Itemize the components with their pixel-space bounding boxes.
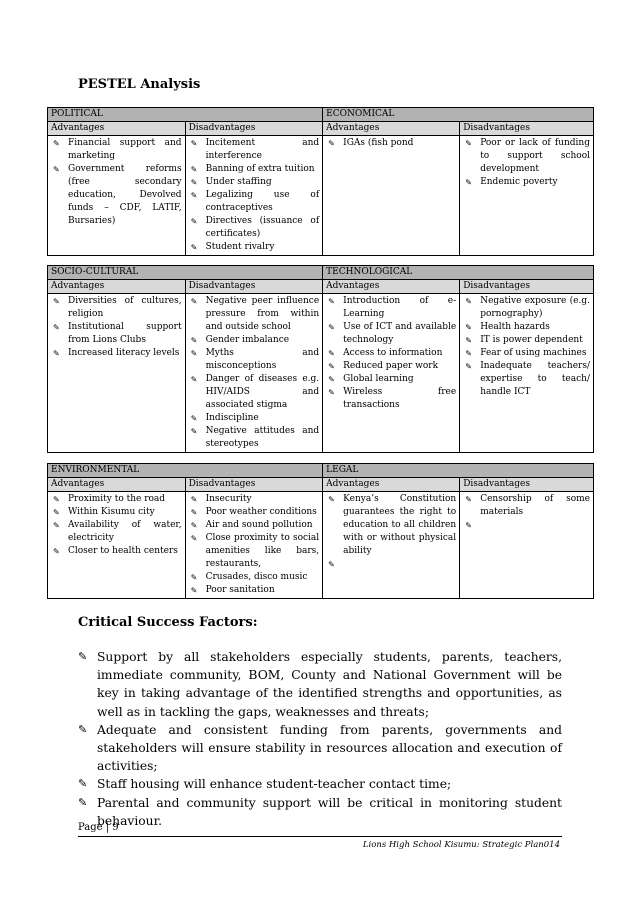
footer-divider [78,836,562,837]
list-item-text: Negative exposure (e.g. pornography) [480,296,590,319]
list-item [51,163,182,228]
pestel-table-environmental-legal [47,463,594,599]
list-item-text: Student rivalry [205,242,275,252]
list-item [51,506,182,519]
cell-list [189,493,320,597]
pencil-bullet-icon: ✎ [190,573,198,582]
list-item [51,321,182,347]
disadvantages-header: Disadvantages [460,478,594,492]
pencil-bullet-icon: ✎ [190,178,198,187]
list-item-text: Closer to health centers [68,546,178,556]
advantages-header: Advantages [323,122,460,136]
list-item [189,373,320,412]
list-item-text: Reduced paper work [343,361,439,371]
advantages-header: Advantages [323,478,460,492]
pencil-bullet-icon: ✎ [465,178,472,187]
pencil-bullet-icon: ✎ [328,349,335,358]
pencil-bullet-icon: ✎ [190,165,198,174]
list-item-text: Kenya’s Constitution guarantees the right to education to all children with or without physical ability [343,494,457,556]
pencil-bullet-icon: ✎ [190,191,198,200]
pencil-bullet-icon: ✎ [190,508,198,517]
list-item-text: Access to information [343,348,443,358]
page-number: Page | 9 [78,822,119,833]
document-title: Lions High School Kisumu: Strategic Plan014 [362,840,560,850]
list-item-text: Government reforms (free secondary education, Devolved funds – CDF, LATIF, Bursaries) [68,164,182,226]
list-item [189,493,320,506]
list-item [189,163,320,176]
left-disadvantages-cell [185,492,323,599]
pencil-bullet-icon: ✎ [78,795,88,809]
list-item [326,373,456,386]
list-item [189,189,320,215]
advantages-header: Advantages [323,280,460,294]
disadvantages-header: Disadvantages [185,280,323,294]
pencil-bullet-icon: ✎ [53,323,60,332]
cell-list [51,493,182,558]
right-disadvantages-cell [460,294,594,453]
page-title: PESTEL Analysis [78,77,201,92]
disadvantages-header: Disadvantages [185,122,323,136]
pencil-bullet-icon: ✎ [465,362,472,371]
list-item-text: Danger of diseases e.g. HIV/AIDS and associated stigma [205,374,320,410]
list-item [189,571,320,584]
list-item-text: Banning of extra tuition [205,164,315,174]
csf-item [78,648,562,721]
list-item [463,334,590,347]
list-item-text: Proximity to the road [68,494,166,504]
advantages-header: Advantages [48,280,186,294]
list-item [463,176,590,189]
list-item [326,137,456,150]
left-advantages-cell [48,492,186,599]
list-item [326,295,456,321]
pencil-bullet-icon: ✎ [190,521,198,530]
pencil-bullet-icon: ✎ [465,323,472,332]
list-item-text: Institutional support from Lions Clubs [68,322,182,345]
pencil-bullet-icon: ✎ [53,547,60,556]
pencil-bullet-icon: ✎ [328,388,335,397]
left-disadvantages-cell [185,294,323,453]
list-item-text: Air and sound pollution [205,520,313,530]
list-item-text: Censorship of some materials [480,494,590,517]
list-item-text: Indiscipline [205,413,259,423]
pencil-bullet-icon: ✎ [53,508,60,517]
list-item [189,425,320,451]
list-item [189,137,320,163]
pencil-bullet-icon: ✎ [190,375,198,384]
csf-item-text: Parental and community support will be critical in monitoring student behaviour. [97,795,562,828]
list-item-text: Crusades, disco music [205,572,308,582]
list-item-text: Fear of using machines [480,348,587,358]
list-item [189,241,320,254]
pestel-table-political-economical [47,107,594,256]
list-item-text: Introduction of e-Learning [343,296,457,319]
list-item-text: Poor weather conditions [205,507,317,517]
pencil-bullet-icon: ✎ [465,297,472,306]
pencil-bullet-icon: ✎ [328,375,335,384]
pencil-bullet-icon: ✎ [190,217,198,226]
csf-item-text: Support by all stakeholders especially students, parents, teachers, immediate community, BOM, County and National Government will be key in taking advantage of the identified strengths and opportunities, as well as in tackling the gaps, weaknesses and threats; [97,650,562,719]
list-item-text: IT is power dependent [480,335,583,345]
list-item [189,412,320,425]
csf-item-text: Staff housing will enhance student-teacher contact time; [97,777,452,792]
cell-list [326,137,456,150]
cell-list [463,295,590,399]
list-item [326,493,456,558]
list-item-text: Myths and misconceptions [205,348,320,371]
category-right: ECONOMICAL [323,108,594,122]
pencil-bullet-icon: ✎ [465,139,472,148]
advantages-header: Advantages [48,478,186,492]
advantages-header: Advantages [48,122,186,136]
pencil-bullet-icon: ✎ [328,362,335,371]
list-item-text: Health hazards [480,322,550,332]
list-item-text: Directives (issuance of certificates) [205,216,320,239]
category-left: POLITICAL [48,108,323,122]
list-item [326,321,456,347]
list-item [463,295,590,321]
csf-item-text: Adequate and consistent funding from parents, governments and stakeholders will ensure stability in resources allocation and execution of activities; [97,722,562,774]
pencil-bullet-icon: ✎ [328,297,335,306]
pencil-bullet-icon: ✎ [328,139,335,148]
disadvantages-header: Disadvantages [460,280,594,294]
pestel-table-socio-technological [47,265,594,453]
list-item [51,545,182,558]
disadvantages-header: Disadvantages [185,478,323,492]
list-item [463,360,590,399]
list-item-text: IGAs (fish pond [343,138,414,148]
csf-title: Critical Success Factors: [78,615,258,630]
pencil-bullet-icon: ✎ [190,139,198,148]
pencil-bullet-icon: ✎ [53,165,60,174]
left-disadvantages-cell [185,136,323,256]
list-item-text: Incitement and interference [205,138,320,161]
cell-list [189,137,320,254]
pencil-bullet-icon: ✎ [190,336,198,345]
pencil-bullet-icon: ✎ [465,521,472,530]
list-item-text: Poor sanitation [205,585,275,595]
list-item [189,532,320,571]
right-advantages-cell [323,136,460,256]
csf-item [78,775,562,793]
list-item [189,506,320,519]
category-left: ENVIRONMENTAL [48,464,323,478]
cell-list [51,137,182,228]
list-item-text: Diversities of cultures, religion [68,296,182,319]
list-item-text: Under staffing [205,177,272,187]
list-item-text: Negative attitudes and stereotypes [205,426,320,449]
list-item [51,347,182,360]
list-item-text: Within Kisumu city [68,507,155,517]
pencil-bullet-icon: ✎ [53,297,60,306]
csf-list [78,648,562,830]
cell-list [326,295,456,412]
pencil-bullet-icon: ✎ [190,586,198,595]
pencil-bullet-icon: ✎ [328,560,335,569]
pencil-bullet-icon: ✎ [465,349,472,358]
list-item-text: Close proximity to social amenities like bars, restaurants, [205,533,320,569]
list-item-text: Legalizing use of contraceptives [205,190,320,213]
list-item-text: Availability of water, electricity [68,520,182,543]
pencil-bullet-icon: ✎ [190,297,198,306]
cell-list [51,295,182,360]
list-item-text: Wireless free transactions [343,387,457,410]
pencil-bullet-icon: ✎ [78,722,88,736]
list-item [189,347,320,373]
list-item [189,215,320,241]
cell-list [189,295,320,451]
list-item-text: Financial support and marketing [68,138,182,161]
category-left: SOCIO-CULTURAL [48,266,323,280]
list-item [189,176,320,189]
list-item-text: Negative peer influence pressure from within and outside school [205,296,320,332]
list-item [189,334,320,347]
list-item-text: Poor or lack of funding to support school development [480,138,590,174]
list-item [463,137,590,176]
list-item [463,347,590,360]
list-item [189,519,320,532]
list-item-text: Gender imbalance [205,335,290,345]
pencil-bullet-icon: ✎ [465,336,472,345]
pencil-bullet-icon: ✎ [53,521,60,530]
list-item [189,295,320,334]
pencil-bullet-icon: ✎ [53,495,60,504]
right-advantages-cell [323,294,460,453]
right-advantages-cell [323,492,460,599]
csf-item [78,794,562,830]
pencil-bullet-icon: ✎ [328,495,335,504]
csf-item [78,721,562,776]
list-item [463,493,590,519]
list-item [463,321,590,334]
right-disadvantages-cell [460,136,594,256]
pencil-bullet-icon: ✎ [190,427,198,436]
list-item-text: Endemic poverty [480,177,558,187]
pencil-bullet-icon: ✎ [328,323,335,332]
category-right: LEGAL [323,464,594,478]
list-item-text: Use of ICT and available technology [343,322,457,345]
pencil-bullet-icon: ✎ [53,349,60,358]
cell-list [463,137,590,189]
list-item [51,519,182,545]
list-item [51,493,182,506]
pencil-bullet-icon: ✎ [190,243,198,252]
pencil-bullet-icon: ✎ [78,650,88,663]
category-right: TECHNOLOGICAL [323,266,594,280]
left-advantages-cell [48,136,186,256]
right-disadvantages-cell [460,492,594,599]
cell-list [326,493,457,569]
cell-list [463,493,590,530]
pencil-bullet-icon: ✎ [190,534,198,543]
list-item [326,386,456,412]
list-item [326,360,456,373]
pencil-bullet-icon: ✎ [190,414,198,423]
pencil-bullet-icon: ✎ [190,495,198,504]
list-item [326,347,456,360]
list-item-text: Global learning [343,374,414,384]
list-item [51,137,182,163]
left-advantages-cell [48,294,186,453]
pencil-bullet-icon: ✎ [53,139,60,148]
pencil-bullet-icon: ✎ [190,349,198,358]
list-item-text: Insecurity [205,494,252,504]
list-item-text: Inadequate teachers/ expertise to teach/ handle ICT [480,361,590,397]
disadvantages-header: Disadvantages [460,122,594,136]
list-item [189,584,320,597]
list-item [51,295,182,321]
pencil-bullet-icon: ✎ [78,777,88,791]
list-item-text: Increased literacy levels [68,348,180,358]
pencil-bullet-icon: ✎ [465,495,472,504]
